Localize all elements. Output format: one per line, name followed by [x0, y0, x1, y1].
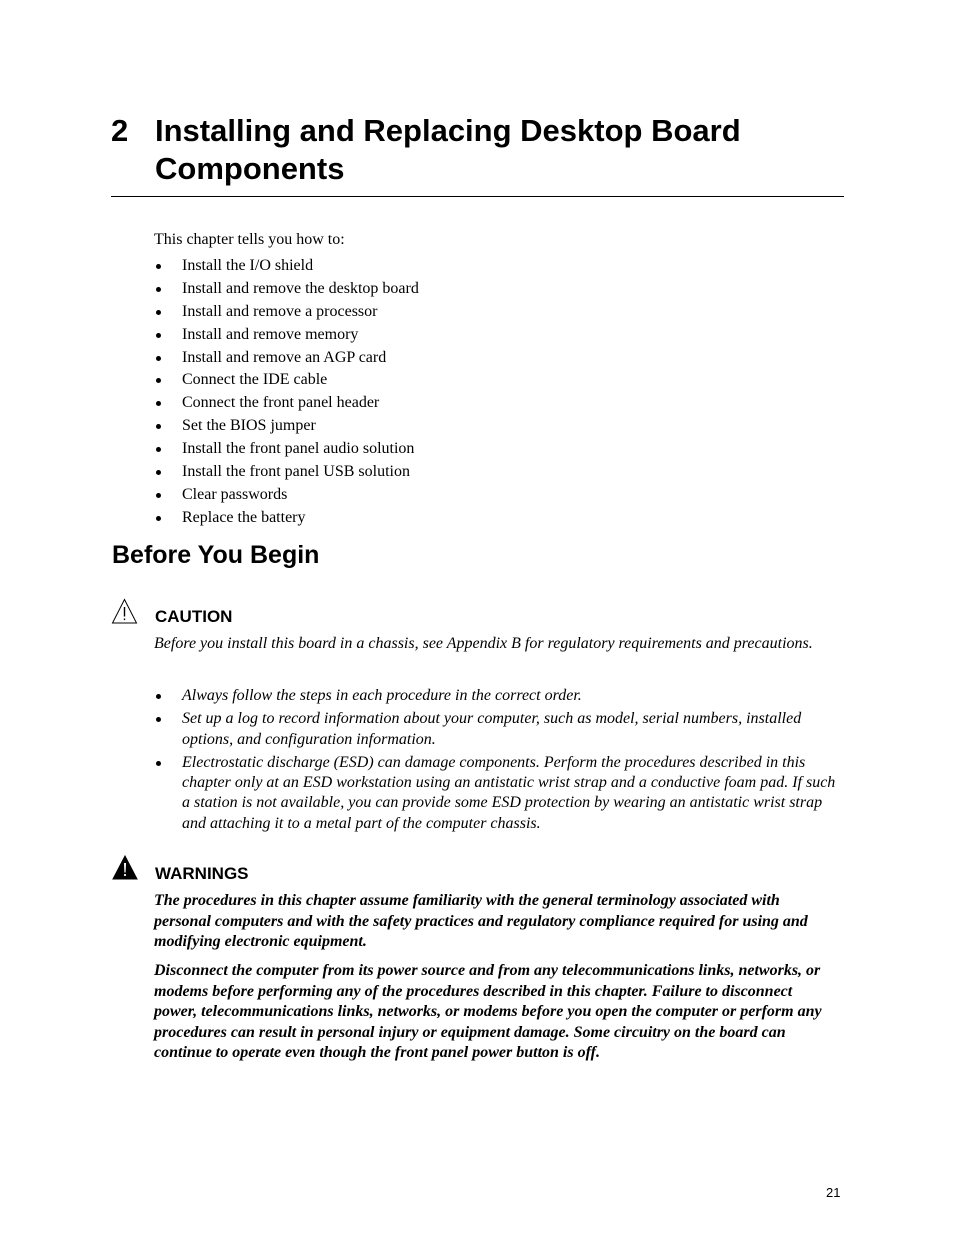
- caution-label: CAUTION: [155, 607, 233, 626]
- caution-text: Before you install this board in a chassis, see Appendix B for regulatory requirements and precautions.: [154, 635, 813, 652]
- section-heading: Before You Begin: [112, 541, 320, 569]
- bullet-icon: [156, 493, 161, 498]
- intro-text: This chapter tells you how to:: [154, 231, 345, 248]
- bullet-icon: [156, 761, 161, 766]
- bullet-icon: [156, 264, 161, 269]
- bullet-icon: [156, 401, 161, 406]
- list-item: Install the I/O shield: [154, 256, 419, 279]
- list-item: Replace the battery: [154, 508, 419, 531]
- bullet-icon: [156, 694, 161, 699]
- bullet-icon: [156, 310, 161, 315]
- bullet-icon: [156, 470, 161, 475]
- warning-triangle-icon: [112, 855, 138, 880]
- bullet-icon: [156, 287, 161, 292]
- warning-paragraph: The procedures in this chapter assume familiarity with the general terminology associated with personal computers and with the safety practices and regulatory compliance required for using and modifying electronic equipment.: [154, 892, 808, 950]
- bullet-icon: [156, 516, 161, 521]
- list-item: Install the front panel audio solution: [154, 439, 419, 462]
- bullet-icon: [156, 447, 161, 452]
- bullet-icon: [156, 356, 161, 361]
- chapter-heading: [111, 112, 844, 197]
- page-number: 21: [826, 1185, 841, 1200]
- bullet-icon: [156, 378, 161, 383]
- topic-list: [154, 256, 419, 531]
- list-item: Connect the front panel header: [154, 393, 419, 416]
- warning-paragraph: Disconnect the computer from its power source and from any telecommunications links, networks, or modems before performing any of the procedures described in this chapter. Failure to disconnect power, telecommunications links, networks, or modems before you open the computer or perform any procedures can result in personal injury or equipment damage. Some circuitry on the board can continue to operate even though the front panel power button is off.: [154, 962, 822, 1061]
- chapter-title: Installing and Replacing Desktop Board Components: [155, 113, 741, 186]
- bullet-icon: [156, 717, 161, 722]
- warnings-label: WARNINGS: [155, 864, 249, 883]
- list-item: Clear passwords: [154, 485, 419, 508]
- list-item: Install the front panel USB solution: [154, 462, 419, 485]
- list-item: Set up a log to record information about your computer, such as model, serial numbers, installed options, and configuration information.: [154, 709, 836, 750]
- list-item: Set the BIOS jumper: [154, 416, 419, 439]
- list-item: Install and remove an AGP card: [154, 348, 419, 371]
- caution-list: [154, 686, 836, 837]
- bullet-icon: [156, 424, 161, 429]
- list-item: Install and remove memory: [154, 325, 419, 348]
- list-item: Always follow the steps in each procedure in the correct order.: [154, 686, 836, 706]
- bullet-icon: [156, 333, 161, 338]
- list-item: Connect the IDE cable: [154, 370, 419, 393]
- list-item: Install and remove a processor: [154, 302, 419, 325]
- chapter-number: 2: [111, 113, 129, 148]
- list-item: Install and remove the desktop board: [154, 279, 419, 302]
- list-item: Electrostatic discharge (ESD) can damage components. Perform the procedures described in this chapter only at an ESD workstation using an antistatic wrist strap and a conductive foam pad. If such a station is not available, you can provide some ESD protection by wearing an antistatic wrist strap and attaching it to a metal part of the computer chassis.: [154, 753, 836, 834]
- caution-triangle-icon: [111, 598, 138, 625]
